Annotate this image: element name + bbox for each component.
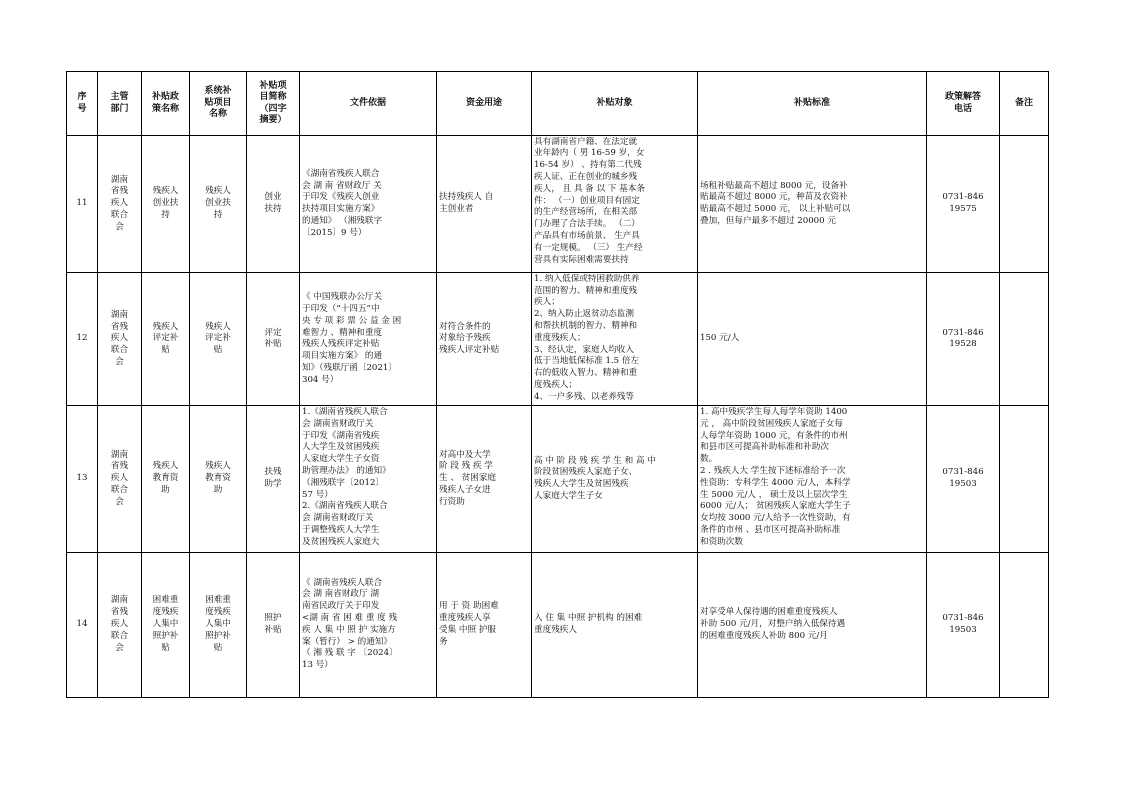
cell-usage: 扶持残疾人 自 主创业者 (437, 136, 532, 273)
subsidy-table (66, 71, 1049, 698)
cell-sys-item: 残疾人 创业扶 持 (190, 136, 247, 273)
cell-target: 高 中 阶 段 残 疾 学 生 和 高 中 阶段贫困残疾人家庭子女、 残疾人大学生及贫困残疾 人家庭大学生子女 (532, 406, 698, 552)
cell-policy: 残疾人 创业扶 持 (142, 136, 190, 273)
cell-target: 具有湖南省户籍、在法定就 业年龄内（ 男 16-59 岁，女 16-54 岁） 、持有第二代残 疾人证、正在创业的城乡残 疾人， 且 具 备 以 下 基本条 件： （一）创业项目有固定 的生产经营场所，在相关部 门办理了合法手续。 （二） 产品具有市场前景、 生产具 有一定规模。 （三） 生产经 营具有实际困难需要扶持 (532, 136, 698, 273)
table-row (67, 406, 1049, 552)
cell-dept: 湖南 省残 疾人 联合 会 (98, 406, 142, 552)
cell-usage: 用 于 资 助困难 重度残疾人享 受集 中照 护服 务 (437, 552, 532, 697)
cell-basis: 《 湖南省残疾人联合 会 湖 南省财政厅 湖 南省民政厅关于印发 <湖 南 省 困 难 重 度 残 疾 人 集 中 照 护 实施方 案（暂行） > 的通知》 （ 湘 残 联 字 〔2024〕 13 号） (300, 552, 437, 697)
header-sys-item: 系统补 贴项目 名称 (190, 72, 247, 136)
cell-sys-item: 困难重 度残疾 人集中 照护补 贴 (190, 552, 247, 697)
cell-seq: 14 (67, 552, 98, 697)
cell-note (1000, 273, 1049, 406)
header-dept: 主管 部门 (98, 72, 142, 136)
table-row (67, 552, 1049, 697)
cell-phone: 0731-846 19528 (927, 273, 1000, 406)
cell-policy: 残疾人 评定补 贴 (142, 273, 190, 406)
cell-sys-item: 残疾人 教育资 助 (190, 406, 247, 552)
cell-basis: 1.《湖南省残疾人联合 会 湖南省财政厅关 于印发《湖南省残疾 人大学生及贫困残疾 人家庭大学生子女资 助管理办法》 的通知》 （湘残联字〔2012〕 57 号） 2.《湖南省残疾人联合 会 湖南省财政厅关 于调整残疾人大学生 及贫困残疾人家庭大 (300, 406, 437, 552)
cell-short: 扶残 助学 (247, 406, 300, 552)
cell-target: 入 住 集 中照 护机构 的困难 重度残疾人 (532, 552, 698, 697)
cell-note (1000, 406, 1049, 552)
cell-seq: 11 (67, 136, 98, 273)
cell-usage: 对高中及大学 阶 段 残 疾 学 生 、 贫困家庭 残疾人子女进 行资助 (437, 406, 532, 552)
cell-dept: 湖南 省残 疾人 联合 会 (98, 273, 142, 406)
cell-standard: 1. 高中残疾学生每人每学年资助 1400 元 ， 高中阶段贫困残疾人家庭子女每 人每学年资助 1000 元，有条件的市州 和县市区可提高补助标准和补助次 数。 2 . 残疾人大 学生按下述标准给予一次 性资助：专科学生 4000 元/人，本科学 生 5000 元/人 ， 硕士及以上层次学生 6000 元/人； 贫困残疾人家庭大学生子 女均按 3000 元/人给予一次性资助，有 条件的市州 、县市区可提高补助标准 和资助次数 (698, 406, 927, 552)
header-short: 补贴项 目简称 （四字 摘要） (247, 72, 300, 136)
cell-standard: 150 元/人 (698, 273, 927, 406)
cell-seq: 12 (67, 273, 98, 406)
header-phone: 政策解答 电话 (927, 72, 1000, 136)
cell-basis: 《湖南省残疾人联合 会 湖 南 省财政厅 关 于印发《残疾人创业 扶持项目实施方案》 的通知》 （湘残联字 〔2015〕9 号） (300, 136, 437, 273)
cell-short: 评定 补贴 (247, 273, 300, 406)
cell-basis: 《 中国残联办公厅关 于印发（“十四五”中 央 专 项 彩 票 公 益 金 困 难智力 、精神和重度 残疾人残疾评定补贴 项目实施方案》 的通 知》（残联厅函〔2021〕 304 号） (300, 273, 437, 406)
cell-short: 照护 补贴 (247, 552, 300, 697)
header-usage: 资金用途 (437, 72, 532, 136)
cell-standard: 对享受单人保待遇的困难重度残疾人 补助 500 元/月，对整户纳入低保待遇 的困难重度残疾人补助 800 元/月 (698, 552, 927, 697)
cell-note (1000, 552, 1049, 697)
cell-dept: 湖南 省残 疾人 联合 会 (98, 136, 142, 273)
cell-phone: 0731-846 19503 (927, 406, 1000, 552)
cell-sys-item: 残疾人 评定补 贴 (190, 273, 247, 406)
cell-phone: 0731-846 19575 (927, 136, 1000, 273)
cell-seq: 13 (67, 406, 98, 552)
cell-short: 创业 扶持 (247, 136, 300, 273)
cell-target: 1. 纳入低保或特困救助供养 范围的智力、精神和重度残 疾人； 2、纳入防止返贫动态监测 和帮扶机制的智力、精神和 重度残疾人； 3、经认定，家庭人均收入 低于当地低保标准 1.5 倍左 右的低收入智力、精神和重 度残疾人； 4、一户多残、以老养残等 (532, 273, 698, 406)
cell-dept: 湖南 省残 疾人 联合 会 (98, 552, 142, 697)
table-row (67, 273, 1049, 406)
table-row (67, 136, 1049, 273)
cell-phone: 0731-846 19503 (927, 552, 1000, 697)
header-target: 补贴对象 (532, 72, 698, 136)
cell-policy: 残疾人 教育资 助 (142, 406, 190, 552)
header-row (67, 72, 1049, 136)
cell-usage: 对符合条件的 对象给予残疾 残疾人评定补贴 (437, 273, 532, 406)
cell-standard: 场租补贴最高不超过 8000 元，设备补 贴最高不超过 8000 元，种苗及农资补 贴最高不超过 5000 元， 以上补贴可以 叠加，但每户最多不超过 20000 元 (698, 136, 927, 273)
cell-note (1000, 136, 1049, 273)
header-note: 备注 (1000, 72, 1049, 136)
header-seq: 序 号 (67, 72, 98, 136)
header-standard: 补贴标准 (698, 72, 927, 136)
cell-policy: 困难重 度残疾 人集中 照护补 贴 (142, 552, 190, 697)
header-basis: 文件依据 (300, 72, 437, 136)
header-policy: 补贴政 策名称 (142, 72, 190, 136)
